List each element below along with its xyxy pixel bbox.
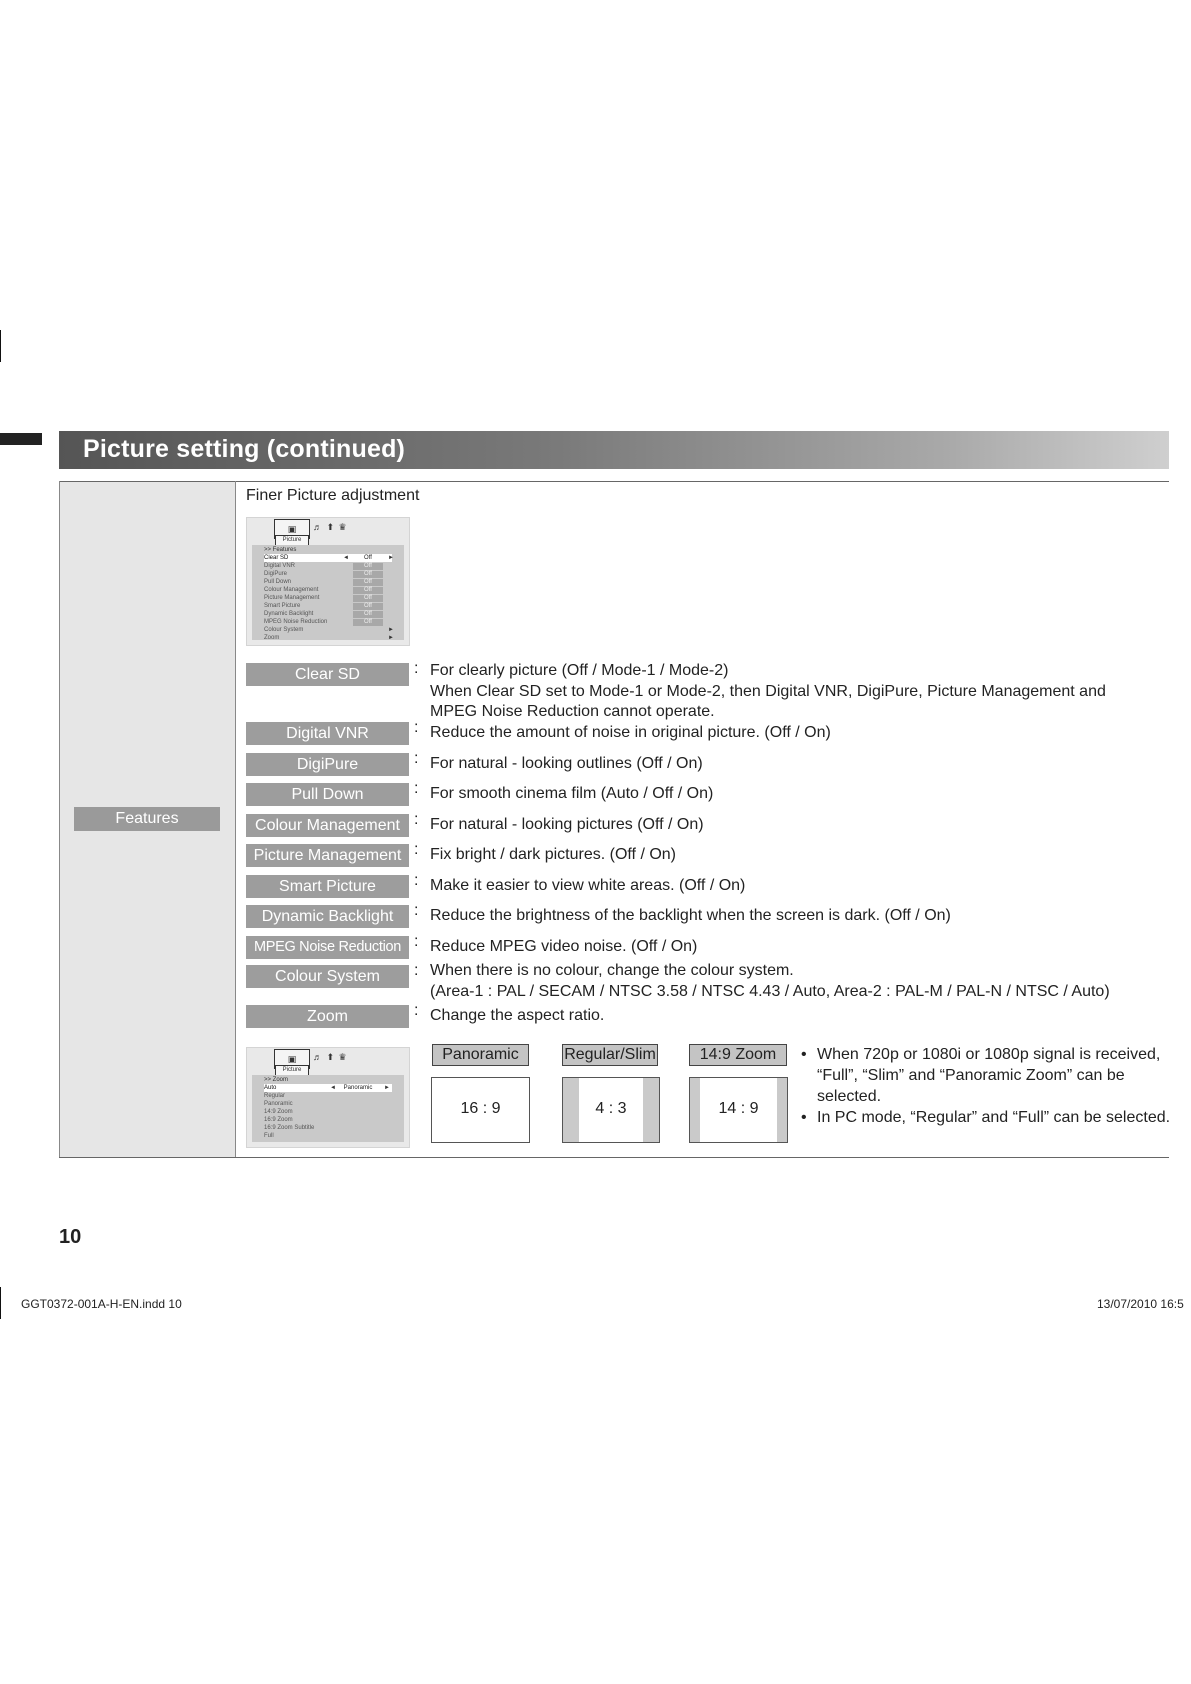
- separator-colon: :: [414, 872, 419, 889]
- feature-description: Reduce the amount of noise in original picture. (Off / On): [430, 724, 831, 741]
- aspect-label-14-9-zoom: 14:9 Zoom: [689, 1044, 787, 1066]
- osd-menu-item: Pull Down: [264, 579, 292, 585]
- osd-item-value: Panoramic: [336, 1085, 380, 1092]
- osd-heading: >> Zoom: [264, 1077, 289, 1083]
- osd-menu-item: 16:9 Zoom: [264, 1117, 293, 1123]
- osd-menu-icons: ♬ ⬆ ♛: [313, 1052, 348, 1062]
- osd-menu-item: Zoom: [264, 635, 280, 641]
- osd-arrow-icon: ►: [384, 1085, 390, 1091]
- osd-arrow-icon: ◄: [343, 555, 349, 561]
- feature-label: Digital VNR: [246, 722, 409, 745]
- aspect-ratio-text: 14 : 9: [718, 1100, 759, 1117]
- osd-arrow-icon: ►: [388, 635, 394, 641]
- feature-label: Zoom: [246, 1005, 409, 1028]
- osd-menu-item: Auto: [264, 1084, 392, 1092]
- aspect-label-panoramic: Panoramic: [432, 1044, 529, 1066]
- osd-item-value: Off: [353, 571, 383, 578]
- osd-menu-item: Digital VNR: [264, 563, 296, 569]
- page-title: Picture setting (continued): [83, 435, 406, 463]
- separator-colon: :: [414, 660, 419, 677]
- osd-menu-item: Clear SD: [264, 554, 392, 562]
- separator-colon: :: [414, 719, 419, 736]
- crop-mark: [0, 330, 1, 362]
- osd-menu-item: 16:9 Zoom Subtitle: [264, 1125, 315, 1131]
- section-header-bar: [59, 431, 1169, 469]
- footer-file-info: GGT0372-001A-H-EN.indd 10: [21, 1297, 182, 1311]
- feature-description: For natural - looking outlines (Off / On): [430, 755, 703, 772]
- osd-item-value: Off: [353, 579, 383, 586]
- osd-menu-item: 14:9 Zoom: [264, 1109, 293, 1115]
- osd-item-value: Off: [353, 563, 383, 570]
- picture-tab-icon: ▣: [274, 1049, 310, 1069]
- feature-label: Dynamic Backlight: [246, 905, 409, 928]
- feature-label: Smart Picture: [246, 875, 409, 898]
- section-subtitle: Finer Picture adjustment: [246, 487, 420, 504]
- separator-colon: :: [414, 1002, 419, 1019]
- feature-description: When there is no colour, change the colour system.: [430, 962, 794, 979]
- feature-description: For smooth cinema film (Auto / Off / On): [430, 785, 714, 802]
- footer-timestamp: 13/07/2010 16:5: [1097, 1297, 1184, 1311]
- osd-arrow-icon: ►: [388, 555, 394, 561]
- feature-description: Make it easier to view white areas. (Off / On): [430, 877, 746, 894]
- osd-menu-item: Full: [264, 1133, 274, 1139]
- separator-colon: :: [414, 962, 419, 979]
- osd-zoom-menu: [246, 1047, 410, 1148]
- separator-colon: :: [414, 902, 419, 919]
- osd-features-menu: [246, 517, 410, 646]
- osd-item-value: Off: [353, 595, 383, 602]
- feature-description: When Clear SD set to Mode-1 or Mode-2, then Digital VNR, DigiPure, Picture Management and: [430, 682, 1106, 700]
- osd-item-value: Off: [353, 555, 383, 562]
- feature-description: For clearly picture (Off / Mode-1 / Mode-2): [430, 662, 729, 679]
- osd-menu-item: Regular: [264, 1093, 286, 1099]
- separator-colon: :: [414, 933, 419, 950]
- separator-colon: :: [414, 811, 419, 828]
- separator-colon: :: [414, 780, 419, 797]
- osd-list-panel: [252, 545, 404, 640]
- feature-label: DigiPure: [246, 753, 409, 776]
- osd-menu-item: Dynamic Backlight: [264, 611, 314, 617]
- aspect-ratio-text: 16 : 9: [460, 1100, 501, 1117]
- osd-list-panel: [252, 1075, 404, 1142]
- table-left-rule: [59, 481, 60, 1158]
- aspect-screen-16-9: [431, 1077, 530, 1143]
- osd-menu-item: Smart Picture: [264, 603, 301, 609]
- features-category-label: Features: [74, 807, 220, 831]
- separator-colon: :: [414, 750, 419, 767]
- osd-item-value: Off: [353, 587, 383, 594]
- aspect-screen-4-3: [562, 1077, 660, 1143]
- osd-menu-item: Panoramic: [264, 1101, 293, 1107]
- feature-description: Reduce the brightness of the backlight when the screen is dark. (Off / On): [430, 907, 951, 924]
- page-tab-marker: [0, 433, 42, 445]
- separator-colon: :: [414, 841, 419, 858]
- zoom-notes: [801, 1044, 1171, 1128]
- osd-heading: >> Features: [264, 547, 297, 553]
- osd-item-value: Off: [353, 619, 383, 626]
- note-item: • When 720p or 1080i or 1080p signal is received, “Full”, “Slim” and “Panoramic Zoom” can be selected.: [801, 1046, 1161, 1105]
- osd-arrow-icon: ►: [388, 627, 394, 633]
- aspect-ratio-text: 4 : 3: [595, 1100, 627, 1117]
- feature-description: (Area-1 : PAL / SECAM / NTSC 3.58 / NTSC 4.43 / Auto, Area-2 : PAL-M / PAL-N / NTSC / Auto): [430, 982, 1110, 1000]
- osd-item-value: Off: [353, 611, 383, 618]
- feature-description: MPEG Noise Reduction cannot operate.: [430, 703, 715, 720]
- osd-item-value: Off: [353, 603, 383, 610]
- osd-tab-label: Picture: [275, 1065, 309, 1076]
- feature-description: Fix bright / dark pictures. (Off / On): [430, 846, 676, 863]
- feature-label: Clear SD: [246, 663, 409, 686]
- feature-label: Colour Management: [246, 814, 409, 837]
- table-bottom-rule: [59, 1157, 1169, 1158]
- osd-arrow-icon: ◄: [330, 1085, 336, 1091]
- osd-menu-item: Picture Management: [264, 595, 320, 601]
- picture-tab-icon: ▣: [274, 519, 310, 539]
- osd-menu-item: MPEG Noise Reduction: [264, 619, 328, 625]
- feature-label: Pull Down: [246, 783, 409, 806]
- feature-label: Picture Management: [246, 844, 409, 867]
- feature-label: MPEG Noise Reduction: [246, 936, 409, 959]
- osd-menu-item: Colour System: [264, 627, 304, 633]
- page-number: 10: [59, 1226, 82, 1248]
- feature-label: Colour System: [246, 965, 409, 988]
- osd-tab-label: Picture: [275, 535, 309, 546]
- crop-mark: [0, 1287, 1, 1319]
- feature-description: Change the aspect ratio.: [430, 1007, 605, 1024]
- osd-menu-item: DigiPure: [264, 571, 288, 577]
- column-separator: [235, 481, 236, 1158]
- osd-menu-icons: ♬ ⬆ ♛: [313, 522, 348, 532]
- osd-menu-item: Colour Management: [264, 587, 319, 593]
- aspect-label-regular-slim: Regular/Slim: [562, 1044, 658, 1066]
- aspect-screen-14-9: [689, 1077, 788, 1143]
- feature-description: Reduce MPEG video noise. (Off / On): [430, 938, 698, 955]
- feature-description: For natural - looking pictures (Off / On): [430, 816, 704, 833]
- note-item: • In PC mode, “Regular” and “Full” can be selected.: [801, 1109, 1171, 1126]
